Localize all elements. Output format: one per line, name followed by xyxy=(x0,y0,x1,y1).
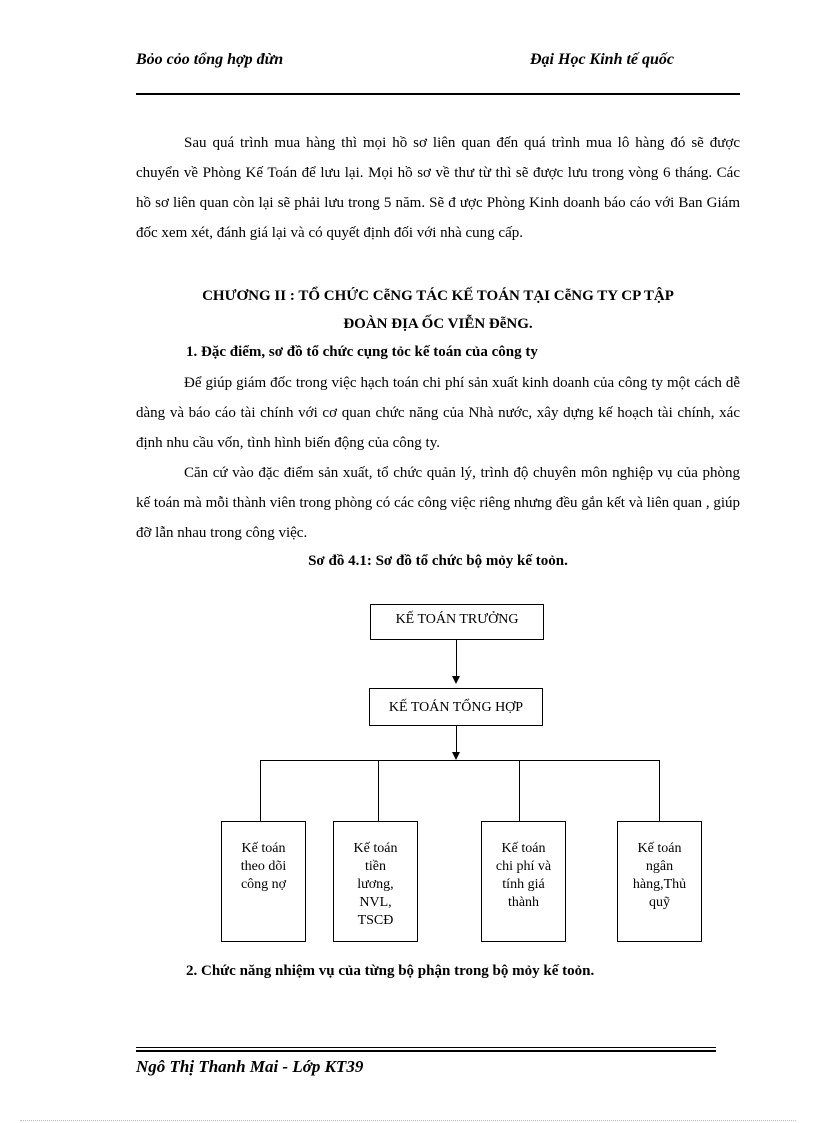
header-rule xyxy=(136,93,740,95)
connector-drop-4 xyxy=(659,760,660,821)
page-edge-divider xyxy=(20,1120,796,1121)
connector-drop-3 xyxy=(519,760,520,821)
section-heading-2: 2. Chức năng nhiệm vụ của từng bộ phận trong bộ mỏy kế toỏn. xyxy=(186,963,595,979)
section-heading-1: 1. Đặc điểm, sơ đồ tổ chức cụng tỏc kế toán của công ty xyxy=(186,344,538,360)
chapter-title-line2: ĐOÀN ĐỊA ỐC VIỄN ĐễNG. xyxy=(343,316,533,332)
connector-drop-2 xyxy=(378,760,379,821)
org-box-debt-accountant: Kế toán theo dõi công nợ xyxy=(221,821,306,942)
connector-top-middle xyxy=(456,640,457,678)
footer-rule-top xyxy=(136,1047,716,1048)
diagram-caption: Sơ đồ 4.1: Sơ đồ tổ chức bộ mỏy kế toỏn. xyxy=(308,553,568,569)
paragraph-organization: Căn cứ vào đặc điểm sản xuất, tổ chức quản lý, trình độ chuyên môn nghiệp vụ của phòng kế toán mà mỗi thành viên trong phòng có các công việc riêng nhưng đều gắn kết và liên quan , giúp đỡ lẫn nhau trong công việc. xyxy=(136,465,740,541)
connector-bus xyxy=(260,760,660,761)
paragraph-purchase-records: Sau quá trình mua hàng thì mọi hồ sơ liên quan đến quá trình mua lô hàng đó sẽ được chuyển về Phòng Kế Toán để lưu lại. Mọi hồ sơ về thư từ thì sẽ được lưu trong vòng 6 tháng. Các hồ sơ liên quan còn lại sẽ phải lưu trong 5 năm. Sẽ đ ược Phòng Kinh doanh báo cáo với Ban Giám đốc xem xét, đánh giá lại và có quyết định đối với nhà cung cấp. xyxy=(136,135,740,241)
org-box-cost-accountant: Kế toán chi phí và tính giá thành xyxy=(481,821,566,942)
chapter-title-line1: CHƯƠNG II : TỔ CHỨC CễNG TÁC KẾ TOÁN TẠI CễNG TY CP TẬP xyxy=(202,288,674,304)
arrow-down-icon xyxy=(452,752,460,760)
header-right-title: Đại Học Kinh tế quốc xyxy=(530,51,675,68)
footer-rule-bottom xyxy=(136,1050,716,1052)
header-left-title: Bỏo cỏo tổng hợp đừn xyxy=(136,51,284,68)
arrow-down-icon xyxy=(452,676,460,684)
org-box-chief-accountant: KẾ TOÁN TRƯỞNG xyxy=(370,604,544,640)
paragraph-purpose: Để giúp giám đốc trong việc hạch toán chi phí sản xuất kinh doanh của công ty một cách dễ dàng và báo cáo tài chính với cơ quan chức năng của Nhà nước, xây dựng kế hoạch tài chính, xác định nhu cầu vốn, tình hình biến động của công ty. xyxy=(136,375,740,451)
footer-author: Ngô Thị Thanh Mai - Lớp KT39 xyxy=(136,1057,364,1076)
org-box-payroll-accountant: Kế toán tiền lương, NVL, TSCĐ xyxy=(333,821,418,942)
connector-middle-bus xyxy=(456,726,457,754)
connector-drop-1 xyxy=(260,760,261,821)
org-box-general-accountant: KẾ TOÁN TỔNG HỢP xyxy=(369,688,543,726)
org-box-bank-accountant: Kế toán ngân hàng,Thủ quỹ xyxy=(617,821,702,942)
